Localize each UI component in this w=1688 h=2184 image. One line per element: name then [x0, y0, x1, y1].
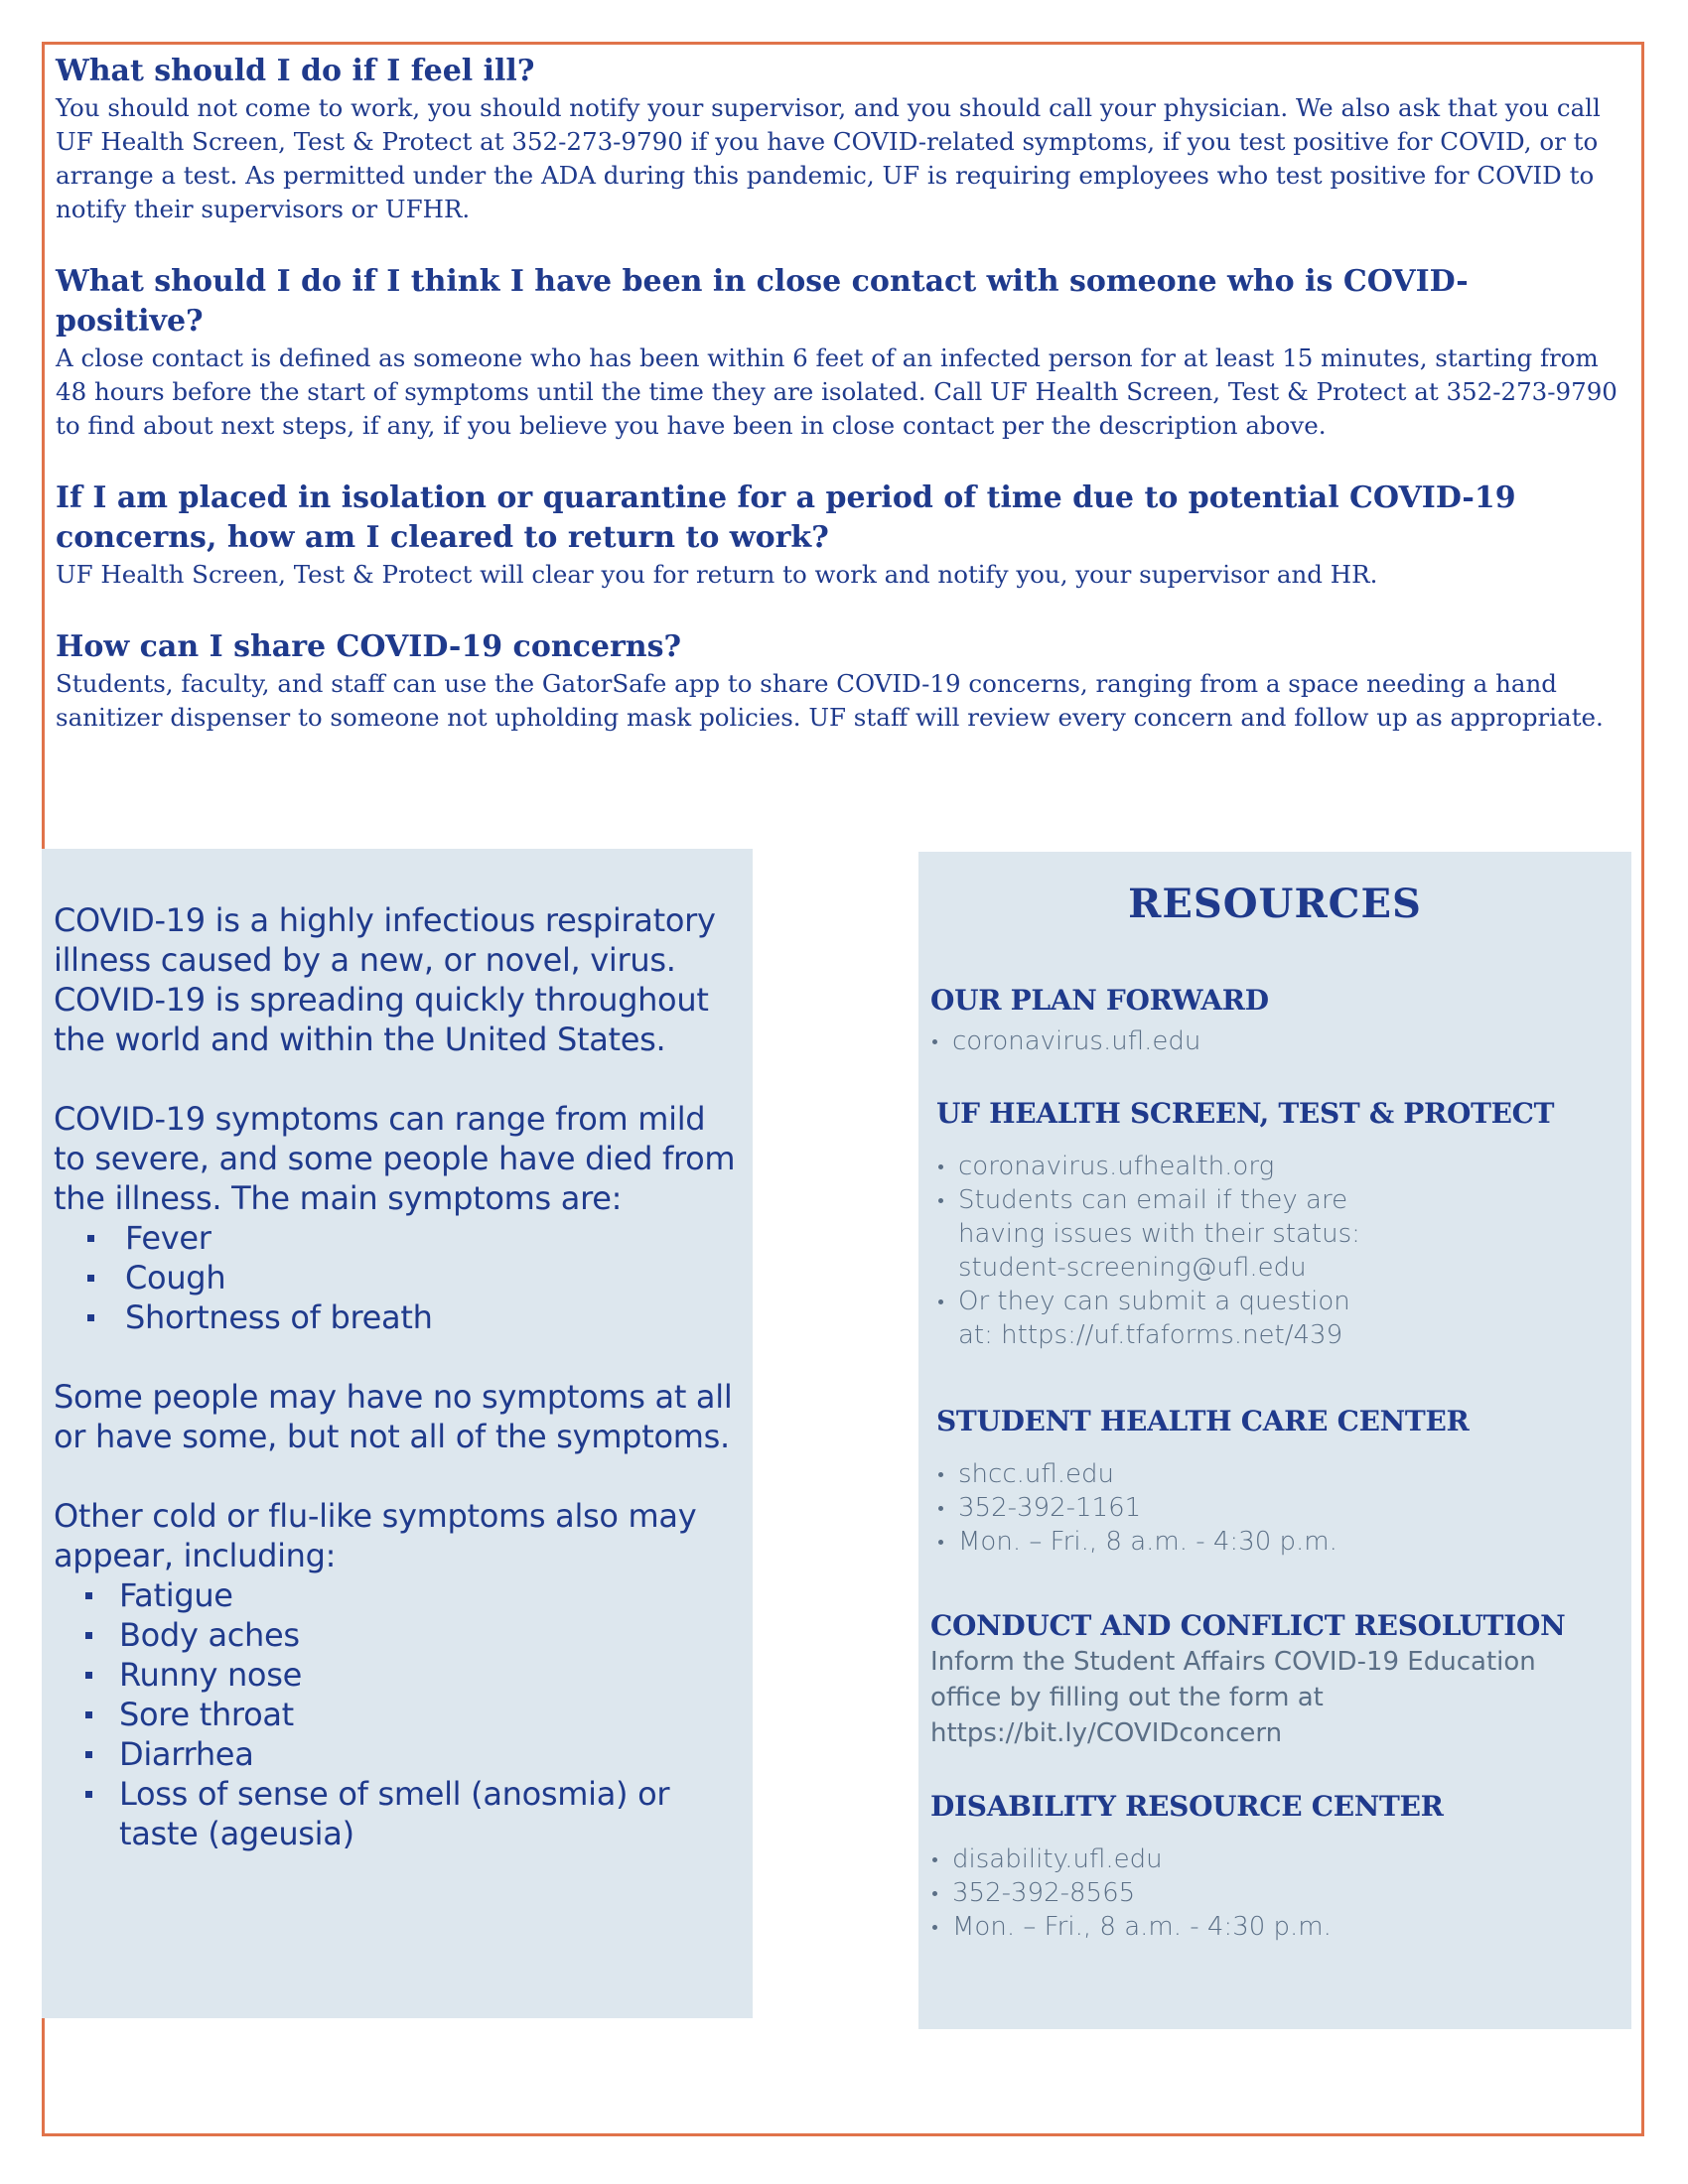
bullet-icon — [938, 1164, 943, 1169]
no-symptoms-text: Some people may have no symptoms at all or have some, but not all of the symptoms. — [54, 1378, 733, 1455]
bullet-icon — [938, 1540, 943, 1545]
faq-item — [56, 478, 1624, 592]
bullet-icon — [932, 1925, 937, 1930]
bullet-icon — [85, 1751, 92, 1758]
other-symptoms-list — [54, 1575, 741, 1853]
resource-plan-forward — [930, 983, 1619, 1058]
faq-answer: UF Health Screen, Test & Protect will clear you for return to work and notify you, your supervisor and HR. — [56, 560, 1378, 589]
resources-title: RESOURCES — [1128, 881, 1422, 927]
covid-intro-text: COVID-19 is a highly infectious respiratory illness caused by a new, or novel, virus. COVID-19 is spreading quickly throughout the world and within the United States. — [54, 901, 716, 1058]
list-item: Body aches — [54, 1615, 741, 1655]
resource-heading: UF HEALTH SCREEN, TEST & PROTECT — [936, 1097, 1555, 1130]
bullet-icon — [87, 1275, 94, 1282]
bullet-icon — [85, 1592, 92, 1599]
bullet-icon — [932, 1039, 937, 1044]
main-symptoms-list — [54, 1218, 741, 1337]
resource-conduct — [930, 1608, 1619, 1751]
list-item: Diarrhea — [54, 1734, 741, 1774]
list-item: Loss of sense of smell (anosmia) or taste (ageusia) — [54, 1774, 695, 1853]
faq-question: If I am placed in isolation or quarantine for a period of time due to potential COVID-19 concerns, how am I cleared to return to work? — [56, 480, 1516, 555]
resource-heading: CONDUCT AND CONFLICT RESOLUTION — [930, 1609, 1566, 1642]
resource-description: Inform the Student Affairs COVID-19 Education office by filling out the form at https://bit.ly/COVIDconcern — [930, 1647, 1536, 1748]
list-item: Runny nose — [54, 1655, 741, 1695]
faq-question: How can I share COVID-19 concerns? — [56, 629, 682, 664]
bullet-icon — [938, 1198, 943, 1203]
faq-answer: A close contact is defined as someone who has been within 6 feet of an infected person for at least 15 minutes, starting from 48 hours before the start of symptoms until the time they are isolated. Call UF Health Screen, Test & Protect at 352-273-9790 to find about next steps, if any, if you believe you have been in close contact per the description above. — [56, 343, 1618, 440]
bullet-icon — [87, 1314, 94, 1321]
list-item: Fever — [54, 1218, 741, 1258]
faq-section — [56, 52, 1624, 770]
bullet-icon — [932, 1891, 937, 1896]
resource-heading: OUR PLAN FORWARD — [930, 984, 1269, 1017]
list-item: Students can email if they are having issues with their status: student-screening@ufl.edu — [936, 1183, 1373, 1285]
list-item: Sore throat — [54, 1695, 741, 1734]
list-item: 352-392-1161 — [936, 1491, 1619, 1525]
bullet-icon — [938, 1472, 943, 1477]
resource-link[interactable]: coronavirus.ufl.edu — [930, 1024, 1619, 1058]
resource-shcc — [930, 1404, 1619, 1559]
other-symptoms-intro: Other cold or flu-like symptoms also may appear, including: — [54, 1497, 697, 1574]
faq-question: What should I do if I think I have been in close contact with someone who is COVID-positive? — [56, 264, 1469, 339]
list-item: Cough — [54, 1258, 741, 1297]
bullet-icon — [932, 1857, 937, 1862]
resources-panel — [918, 852, 1631, 2029]
list-item: 352-392-8565 — [930, 1876, 1619, 1910]
faq-item — [56, 627, 1624, 735]
bullet-icon — [87, 1235, 94, 1242]
resource-link[interactable]: coronavirus.ufhealth.org — [936, 1150, 1373, 1183]
bullet-icon — [85, 1711, 92, 1718]
bullet-icon — [85, 1632, 92, 1639]
bullet-icon — [938, 1506, 943, 1511]
bullet-icon — [85, 1791, 92, 1798]
covid-info-panel — [42, 849, 753, 2018]
resource-drc — [930, 1789, 1619, 1944]
list-item: Mon. – Fri., 8 a.m. - 4:30 p.m. — [936, 1525, 1619, 1559]
list-item: Shortness of breath — [54, 1297, 741, 1337]
main-symptoms-intro: COVID-19 symptoms can range from mild to severe, and some people have died from the illness. The main symptoms are: — [54, 1100, 736, 1217]
list-item: Mon. – Fri., 8 a.m. - 4:30 p.m. — [930, 1910, 1619, 1944]
resource-link[interactable]: disability.ufl.edu — [930, 1843, 1619, 1876]
resource-link[interactable]: shcc.ufl.edu — [936, 1457, 1619, 1491]
resource-heading: DISABILITY RESOURCE CENTER — [930, 1790, 1444, 1823]
list-item: Fatigue — [54, 1575, 741, 1615]
faq-item — [56, 262, 1624, 443]
resource-screen-test-protect — [930, 1096, 1619, 1352]
faq-answer: You should not come to work, you should notify your supervisor, and you should call your physician. We also ask that you call UF Health Screen, Test & Protect at 352-273-9790 if you have COVID-related symptoms, if you test positive for COVID, or to arrange a test. As permitted under the ADA during this pandemic, UF is requiring employees who test positive for COVID to notify their supervisors or UFHR. — [56, 93, 1601, 223]
resource-heading: STUDENT HEALTH CARE CENTER — [936, 1405, 1470, 1437]
bullet-icon — [85, 1672, 92, 1679]
faq-item — [56, 52, 1624, 226]
faq-answer: Students, faculty, and staff can use the GatorSafe app to share COVID-19 concerns, ranging from a space needing a hand sanitizer dispenser to someone not upholding mask policies. UF staff will review every concern and follow up as appropriate. — [56, 669, 1604, 732]
faq-question: What should I do if I feel ill? — [56, 54, 535, 88]
bullet-icon — [938, 1299, 943, 1304]
list-item: Or they can submit a question at: https://uf.tfaforms.net/439 — [936, 1285, 1373, 1352]
